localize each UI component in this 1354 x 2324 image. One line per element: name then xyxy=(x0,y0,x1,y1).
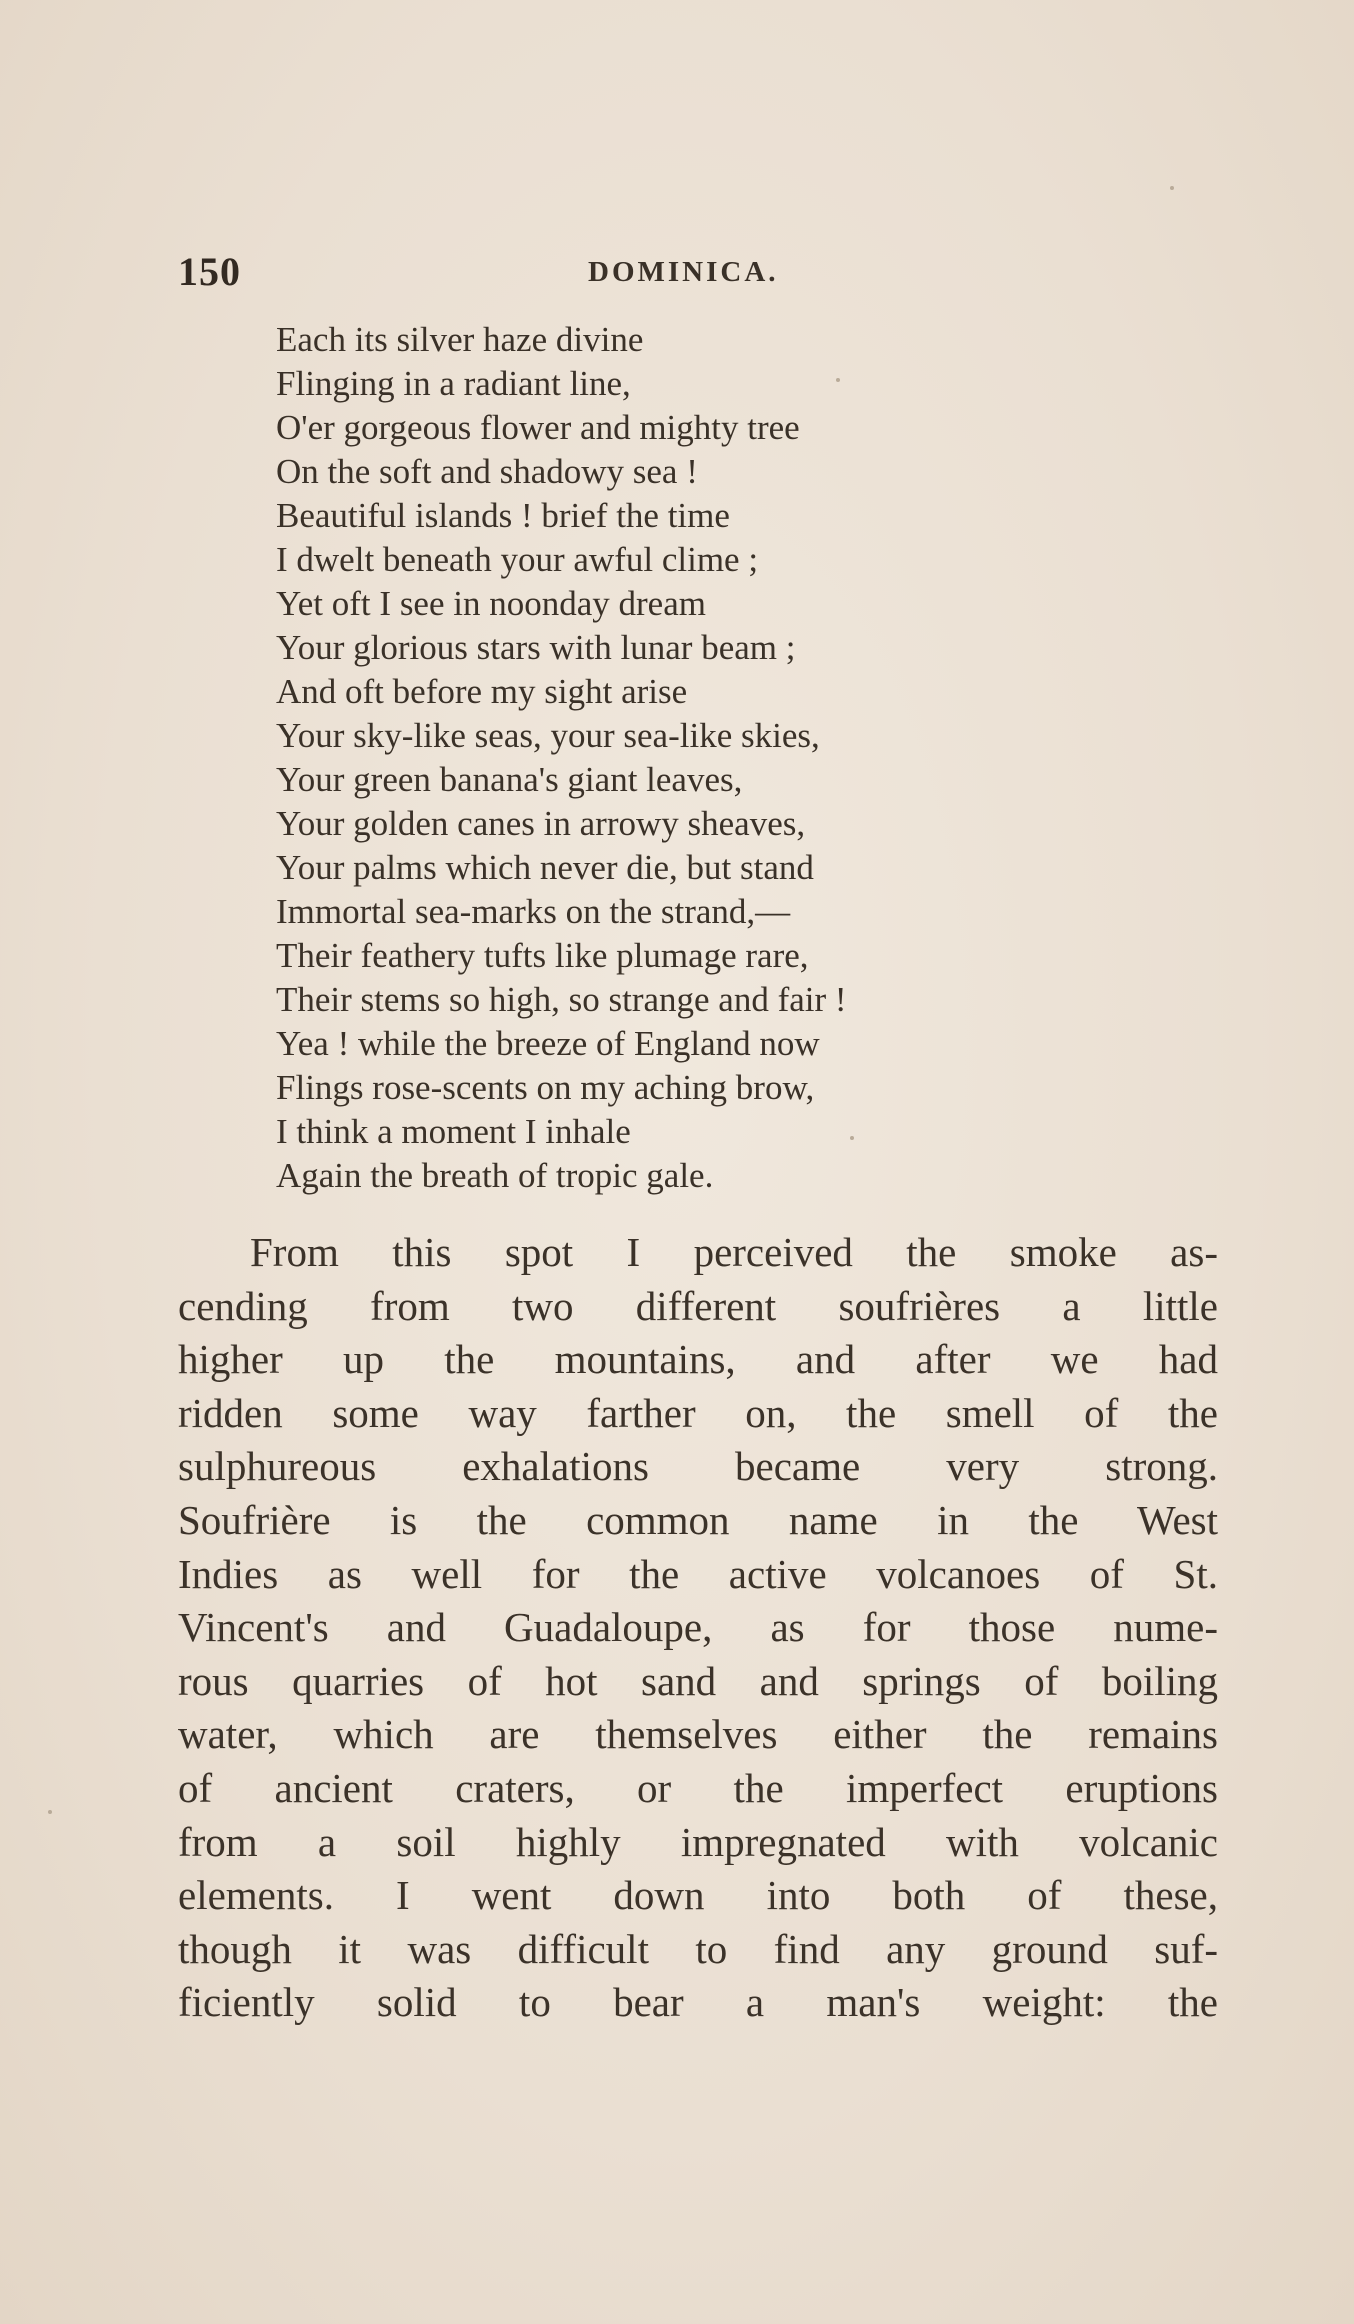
poem-line: Flings rose-scents on my aching brow, xyxy=(276,1068,815,1107)
paper-speck xyxy=(48,1810,52,1814)
page-number: 150 xyxy=(178,249,241,294)
poem-line: Their feathery tufts like plumage rare, xyxy=(276,936,809,975)
poem-line: Again the breath of tropic gale. xyxy=(276,1156,714,1195)
poem-line: Flinging in a radiant line, xyxy=(276,364,631,403)
prose-line: elements. I went down into both of these, xyxy=(178,1872,1218,1919)
prose-line: rous quarries of hot sand and springs of boiling xyxy=(178,1657,1218,1704)
poem-line: Each its silver haze divine xyxy=(276,320,644,359)
poem-line: Beautiful islands ! brief the time xyxy=(276,496,730,535)
poem-line: Yea ! while the breeze of England now xyxy=(276,1024,820,1063)
poem-line: Immortal sea-marks on the strand,— xyxy=(276,892,791,931)
prose-line: Soufrière is the common name in the West xyxy=(178,1496,1218,1543)
poem-line: Their stems so high, so strange and fair ! xyxy=(276,980,847,1019)
poem-line: And oft before my sight arise xyxy=(276,672,688,711)
paper-speck xyxy=(836,378,840,382)
page-header xyxy=(178,248,1238,294)
poem-line: On the soft and shadowy sea ! xyxy=(276,452,698,491)
poem-line: I dwelt beneath your awful clime ; xyxy=(276,540,759,579)
poem-line: Your golden canes in arrowy sheaves, xyxy=(276,804,806,843)
prose-line: sulphureous exhalations became very strong. xyxy=(178,1443,1218,1490)
prose-line: from a soil highly impregnated with volcanic xyxy=(178,1818,1218,1865)
prose-line: ridden some way farther on, the smell of the xyxy=(178,1389,1218,1436)
prose-line: Vincent's and Guadaloupe, as for those nume- xyxy=(178,1604,1218,1651)
prose-line: higher up the mountains, and after we had xyxy=(178,1336,1218,1383)
prose-line: water, which are themselves either the remains xyxy=(178,1711,1218,1758)
prose-line: ficiently solid to bear a man's weight: the xyxy=(178,1979,1218,2026)
paper-speck xyxy=(850,1136,854,1140)
paper-speck xyxy=(1170,186,1174,190)
poem-line: Your palms which never die, but stand xyxy=(276,848,814,887)
poem-line: Your green banana's giant leaves, xyxy=(276,760,743,799)
poem-line: I think a moment I inhale xyxy=(276,1112,631,1151)
prose-line: Indies as well for the active volcanoes of St. xyxy=(178,1550,1218,1597)
prose-paragraph xyxy=(178,1226,1218,2030)
prose-line: of ancient craters, or the imperfect eruptions xyxy=(178,1764,1218,1811)
poem-line: Yet oft I see in noonday dream xyxy=(276,584,706,623)
poem-line: Your glorious stars with lunar beam ; xyxy=(276,628,796,667)
prose-line: From this spot I perceived the smoke as- xyxy=(250,1229,1218,1275)
poem-line: O'er gorgeous flower and mighty tree xyxy=(276,408,800,447)
poem-line: Your sky-like seas, your sea-like skies, xyxy=(276,716,820,755)
prose-line: though it was difficult to find any ground suf- xyxy=(178,1925,1218,1972)
poem-block xyxy=(276,318,1096,1198)
running-head: DOMINICA. xyxy=(588,256,779,288)
prose-line: cending from two different soufrières a little xyxy=(178,1282,1218,1329)
